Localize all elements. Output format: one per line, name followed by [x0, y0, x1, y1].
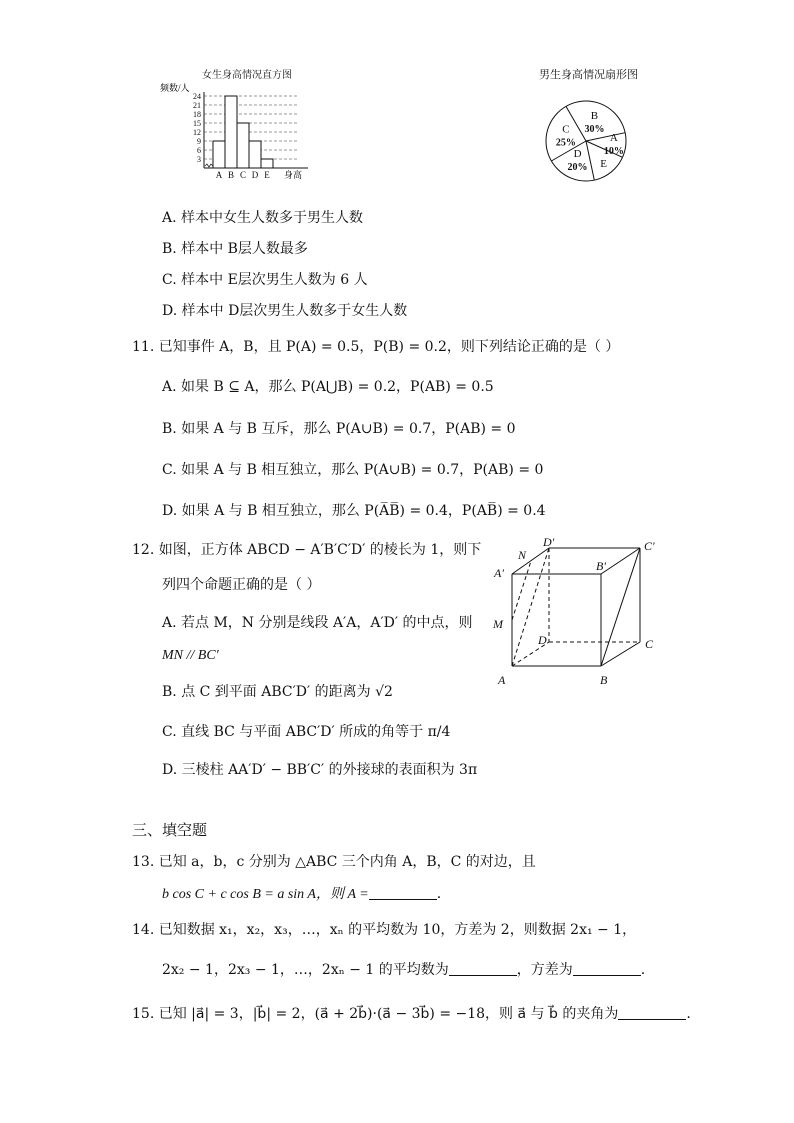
cube-label-a: A	[498, 673, 506, 687]
pie-slice-label: B	[590, 109, 599, 122]
pie-slice-label: C	[562, 123, 570, 136]
q14-variance-blank[interactable]	[573, 961, 641, 976]
cube-label-c1: C′	[644, 539, 655, 553]
histogram-x-tick-label: B	[227, 170, 235, 180]
q15-text: 15. 已知 |a⃗| = 3，|b⃗| = 2，(a⃗ + 2b⃗)·(a⃗ − 3b⃗) = −18，则 a⃗ 与 b⃗ 的夹角为	[132, 1006, 619, 1022]
histogram-bar	[213, 141, 225, 168]
q15-wrap	[132, 1004, 691, 1024]
histogram-y-tick-label: 18	[193, 110, 201, 119]
histogram-y-tick-label: 3	[197, 155, 201, 164]
q12-stem-line2: 列四个命题正确的是（ ）	[162, 577, 321, 593]
q13-line1: 13. 已知 a，b，c 分别为 △ABC 三个内角 A，B，C 的对边，且	[132, 854, 536, 870]
pie-slice-label: A	[609, 131, 618, 144]
histogram-title: 女生身高情况直方图	[202, 70, 292, 81]
q12-option-a-line1[interactable]: A. 若点 M，N 分别是线段 A′A，A′D′ 的中点，则	[162, 615, 473, 631]
histogram-y-tick-label: 21	[193, 101, 201, 110]
section-title: 三、填空题	[132, 821, 208, 839]
q10-option-a[interactable]: A. 样本中女生人数多于男生人数	[162, 210, 364, 226]
q15-answer-blank[interactable]	[618, 1005, 686, 1020]
cube-label-c: C	[645, 637, 654, 651]
q11-option-b[interactable]: B. 如果 A 与 B 互斥，那么 P(A∪B) = 0.7，P(AB) = 0	[162, 421, 516, 437]
histogram-ylabel: 频数/人	[160, 83, 190, 93]
histogram-bar	[225, 96, 237, 168]
histogram-y-tick-label: 12	[193, 128, 201, 137]
q14-line2-wrap	[162, 960, 645, 980]
pie-chart	[540, 96, 650, 190]
cube-label-n: N	[518, 548, 527, 562]
q10-option-c[interactable]: C. 样本中 E层次男生人数为 6 人	[162, 272, 368, 288]
cube-label-a1: A′	[494, 566, 504, 580]
histogram-chart	[158, 76, 318, 186]
q13-line2: b cos C + c cos B = a sin A，则 A =	[162, 887, 369, 902]
histogram-xlabel: 身高	[284, 170, 303, 180]
q14-mean-blank[interactable]	[449, 961, 517, 976]
histogram-y-tick-label: 6	[197, 146, 201, 155]
q12-option-a-line2[interactable]: MN // BC′	[162, 648, 219, 663]
q12-stem-line1: 12. 如图，正方体 ABCD − A′B′C′D′ 的棱长为 1，则下	[132, 542, 482, 558]
q11-option-a[interactable]: A. 如果 B ⊆ A，那么 P(A⋃B) = 0.2，P(AB) = 0.5	[162, 379, 494, 395]
cube-label-b: B	[600, 673, 608, 687]
pie-title: 男生身高情况扇形图	[539, 68, 638, 81]
histogram-x-tick-label: C	[239, 170, 247, 180]
q11-stem: 11. 已知事件 A，B，且 P(A) = 0.5，P(B) = 0.2，则下列结论正确的是（ ）	[132, 339, 620, 355]
q14-line2: 2x₂ − 1，2x₃ − 1，…，2xₙ − 1 的平均数为	[162, 962, 449, 978]
q12-option-b[interactable]: B. 点 C 到平面 ABC′D′ 的距离为 √2	[162, 684, 393, 700]
histogram-y-tick-label: 9	[197, 137, 201, 146]
pie-slice-label: E	[600, 157, 607, 170]
histogram-x-tick-label: E	[264, 170, 270, 180]
pie-slice-value: 10%	[603, 145, 624, 157]
histogram-bar	[237, 123, 249, 168]
q13-line2-wrap	[162, 884, 441, 905]
q15-end: .	[686, 1006, 691, 1022]
cube-label-m: M	[493, 617, 503, 631]
q12-option-d[interactable]: D. 三棱柱 AA′D′ − BB′C′ 的外接球的表面积为 3π	[162, 762, 478, 778]
pie-slice-value: 30%	[584, 123, 605, 135]
cube-label-d: D	[538, 633, 547, 647]
q11-option-d[interactable]: D. 如果 A 与 B 相互独立，那么 P(A̅B̅) = 0.4，P(AB̅) = 0.4	[162, 503, 546, 519]
q10-option-b[interactable]: B. 样本中 B层人数最多	[162, 241, 308, 257]
histogram-y-tick-label: 15	[193, 119, 201, 128]
q10-option-d[interactable]: D. 样本中 D层次男生人数多于女生人数	[162, 303, 408, 319]
cube-label-b1: B′	[596, 559, 606, 573]
histogram-x-tick-label: D	[251, 170, 259, 180]
cube-label-d1: D′	[543, 535, 555, 549]
cube-figure	[490, 532, 665, 690]
q14-line1: 14. 已知数据 x₁，x₂，x₃，…，xₙ 的平均数为 10，方差为 2，则数据 2x₁ − 1，	[132, 922, 637, 938]
q14-line2-mid: ，方差为	[516, 962, 573, 978]
q11-option-c[interactable]: C. 如果 A 与 B 相互独立，那么 P(A∪B) = 0.7，P(AB) = 0	[162, 462, 544, 478]
histogram-bar	[249, 141, 261, 168]
q14-end: .	[640, 962, 646, 978]
pie-slice-label: D	[573, 148, 582, 161]
histogram-axis-break	[205, 164, 213, 167]
q13-end: .	[436, 886, 442, 902]
histogram-x-tick-label: A	[215, 170, 223, 180]
pie-slice-value: 25%	[555, 137, 576, 149]
pie-slice-value: 20%	[567, 162, 588, 174]
q13-answer-blank[interactable]	[369, 885, 437, 900]
q12-option-c[interactable]: C. 直线 BC 与平面 ABC′D′ 所成的角等于 π/4	[162, 724, 451, 740]
histogram-y-tick-label: 24	[193, 92, 201, 101]
histogram-bar	[261, 159, 273, 168]
